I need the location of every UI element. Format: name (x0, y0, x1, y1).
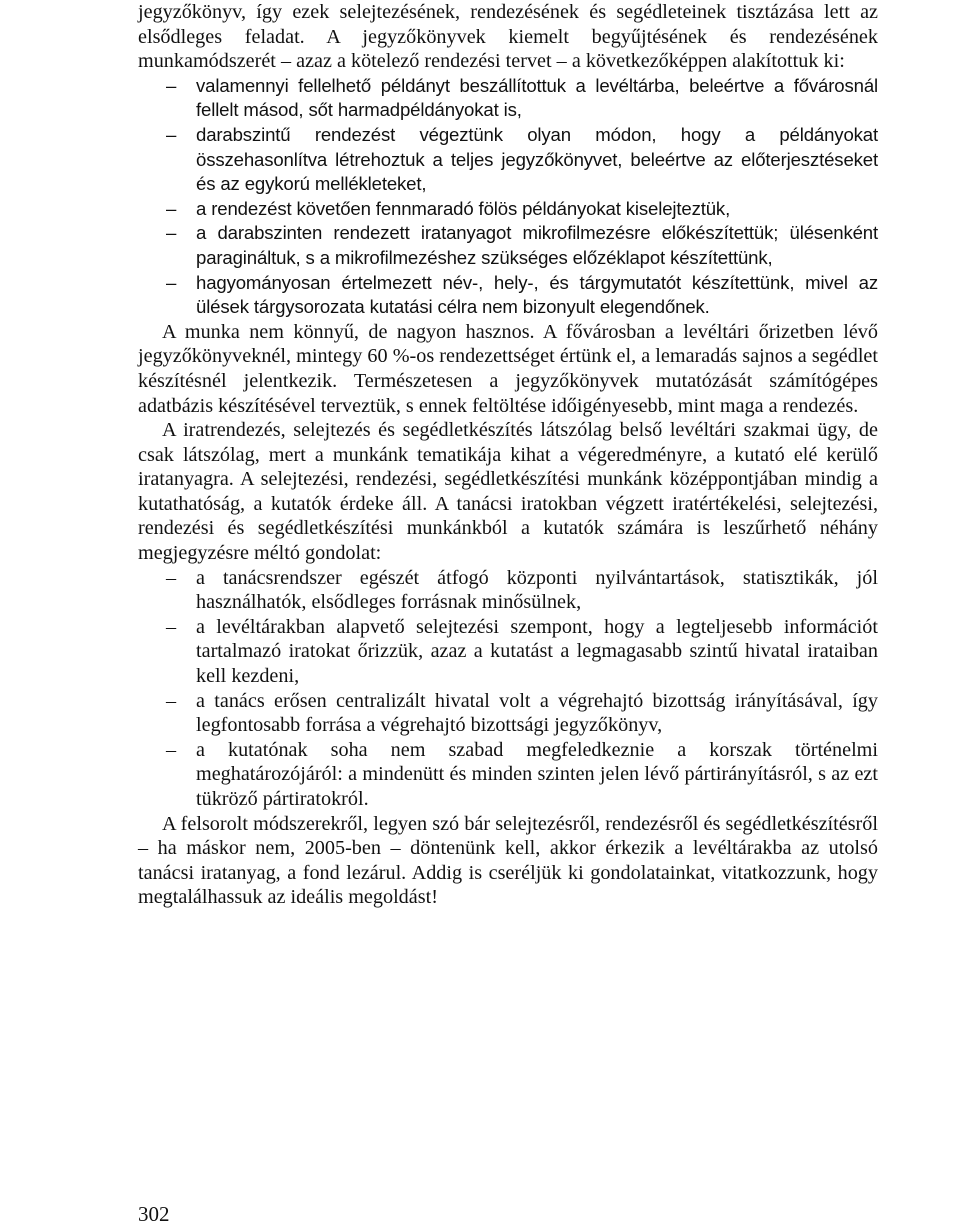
bullet-dash: – (166, 615, 177, 638)
list-item (138, 615, 878, 689)
list-item-text: hagyományosan értelmezett név-, hely-, és tárgymutatót készítettünk, mivel az ülések tárgysorozata kutatási célra nem bizonyult elegendőnek. (196, 271, 878, 318)
list-item-text: darabszintű rendezést végeztünk olyan módon, hogy a példányokat összehasonlítva létrehoztuk a teljes jegyzőkönyvet, beleértve az előterjesztéseket és az egykorú mellékleteket, (196, 123, 878, 195)
bullet-dash: – (166, 689, 177, 712)
list-item-text: a rendezést követően fennmaradó fölös példányokat kiselejteztük, (196, 197, 731, 219)
intro-paragraph: jegyzőkönyv, így ezek selejtezésének, rendezésének és segédleteinek tisztázása lett az elsődleges feladat. A jegyzőkönyvek kiemelt begyűjtésének és rendezésének munkamódszerét – azaz a kötelező rendezési tervet – a következőképpen alakítottuk ki: (138, 1, 878, 73)
bullet-dash: – (166, 271, 177, 293)
list-item-text: a tanácsrendszer egészét átfogó központi nyilvántartások, statisztikák, jól használhatók, elsődleges forrásnak minősülnek, (196, 566, 878, 614)
list-item (138, 566, 878, 615)
list-item (138, 74, 878, 123)
list-item-text: a kutatónak soha nem szabad megfeledkeznie a korszak történelmi meghatározójáról: a mindenütt és minden szinten jelen lévő pártirányításról, s az ezt tükröző pártiratokról. (196, 738, 878, 810)
list-item (138, 221, 878, 270)
body-paragraph: A felsorolt módszerekről, legyen szó bár selejtezésről, rendezésről és segédletkészítésről – ha máskor nem, 2005-ben – döntenünk kell, akkor érkezik a levéltárakba az utolsó tanácsi iratanyag, a fond lezárul. Addig is cseréljük ki gondolatainkat, vitatkozzunk, hogy megtalálhassuk az ideális megoldást! (138, 812, 878, 909)
bullet-dash: – (166, 123, 177, 145)
list-item-text: a tanács erősen centralizált hivatal volt a végrehajtó bizottság irányításával, így legfontosabb forrása a végrehajtó bizottsági jegyzőkönyv, (196, 689, 878, 737)
list-item (138, 689, 878, 738)
thoughts-list (138, 566, 878, 812)
bullet-dash: – (166, 197, 177, 219)
list-item-text: a darabszinten rendezett iratanyagot mikrofilmezésre előkészítettük; ülésenként paragináltuk, s a mikrofilmezéshez szükséges előzéklapot készítettünk, (196, 222, 878, 268)
bullet-dash: – (166, 74, 177, 96)
list-item-text: valamennyi fellelhető példányt beszállítottuk a levéltárba, beleértve a fővárosnál fellelt másod, sőt harmadpéldányokat is, (196, 74, 878, 121)
list-item (138, 738, 878, 812)
list-item (138, 271, 878, 320)
bullet-dash: – (166, 566, 177, 589)
body-paragraph: A iratrendezés, selejtezés és segédletkészítés látszólag belső levéltári szakmai ügy, de csak látszólag, mert a munkánk tematikája kihat a végeredményre, a kutató elé kerülő iratanyagra. A selejtezési, rendezési, segédletkészítési munkánk középpontjában mindig a kutathatóság, a kutatók érdeke áll. A tanácsi iratokban végzett iratértékelési, selejtezési, rendezési és segédletkészítési munkánkból a kutatók számára is leszűrhető néhány megjegyzésre méltó gondolat: (138, 419, 878, 565)
list-item (138, 123, 878, 197)
bullet-dash: – (166, 222, 177, 244)
document-page (138, 0, 878, 910)
page-number: 302 (138, 1202, 170, 1226)
bullet-dash: – (166, 738, 177, 761)
method-list (138, 74, 878, 320)
list-item (138, 197, 878, 222)
body-paragraph: A munka nem könnyű, de nagyon hasznos. A fővárosban a levéltári őrizetben lévő jegyzőkönyveknél, mintegy 60 %-os rendezettséget értünk el, a lemaradás sajnos a segédlet készítésnél jelentkezik. Természetesen a jegyzőkönyvek mutatózását számítógépes adatbázis készítésével terveztük, s ennek feltöltése időigényesebb, mint maga a rendezés. (138, 320, 878, 417)
list-item-text: a levéltárakban alapvető selejtezési szempont, hogy a legteljesebb információt tartalmazó iratokat őrizzük, azaz a kutatást a legmagasabb szintű hivatal irataiban kell kezdeni, (196, 615, 878, 688)
